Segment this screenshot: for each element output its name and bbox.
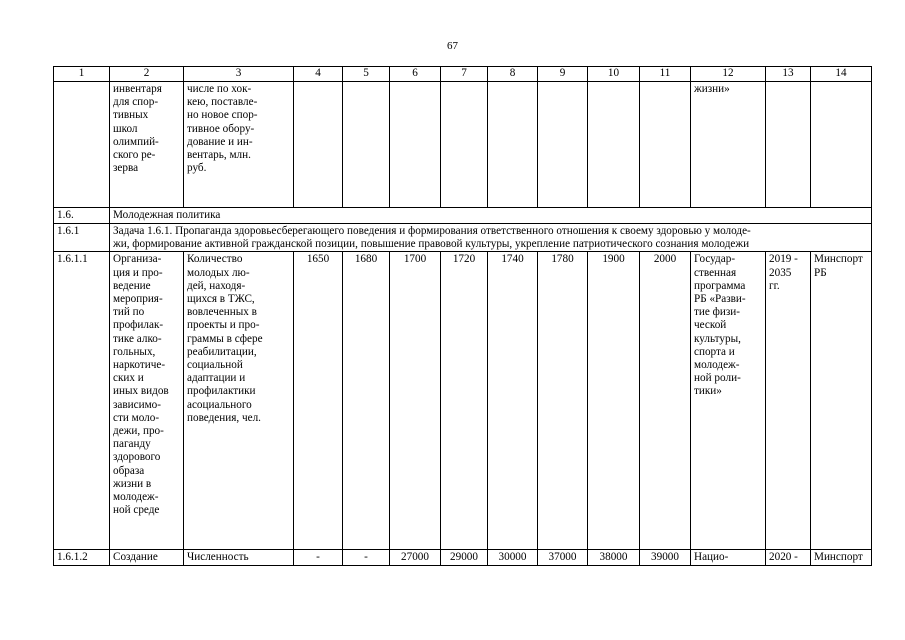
table-cell	[441, 82, 488, 208]
text-line: РБ «Разви-	[694, 293, 746, 306]
header-cell: 3	[184, 67, 294, 82]
text-line: ной среде	[113, 504, 160, 517]
header-cell: 8	[488, 67, 538, 82]
task-row	[54, 224, 872, 252]
text-line: проекты и про-	[187, 319, 260, 332]
table-cell	[488, 82, 538, 208]
header-cell: 11	[640, 67, 691, 82]
text-line: ной poли-	[694, 372, 741, 385]
text-line: 2020 -	[769, 551, 798, 564]
header-cell: 14	[811, 67, 872, 82]
header-cell: 6	[390, 67, 441, 82]
text-line: иных видов	[113, 385, 169, 398]
text-line: поведения, чел.	[187, 411, 261, 424]
header-cell: 13	[766, 67, 811, 82]
text-line: тике алко-	[113, 332, 162, 345]
table-cell	[538, 82, 588, 208]
value-cell: 1720	[441, 252, 488, 550]
program-cell	[691, 550, 766, 565]
text-line: сти моло-	[113, 411, 160, 424]
value-cell: -	[294, 550, 343, 565]
table-cell	[343, 82, 390, 208]
text-line: Минспорт	[814, 551, 863, 564]
task-text	[110, 224, 872, 252]
table-cell	[588, 82, 640, 208]
value-cell: 1740	[488, 252, 538, 550]
value-cell: 1900	[588, 252, 640, 550]
text-line: молодеж-	[694, 359, 740, 372]
continuation-row	[54, 82, 872, 208]
header-cell: 7	[441, 67, 488, 82]
text-line: вентарь, млн.	[187, 149, 251, 162]
indicator-cell	[184, 550, 294, 565]
section-id: 1.6.	[54, 208, 110, 224]
table-cell	[691, 82, 766, 208]
value-cell: 37000	[538, 550, 588, 565]
text-line: жи, формирование активной гражданской позиции, повышение правовой культуры, укрепление патриотического сознания молодежи	[113, 238, 750, 251]
value-cell: 39000	[640, 550, 691, 565]
executor-cell	[811, 252, 872, 550]
text-line: Создание	[113, 551, 158, 564]
text-line: ведение	[113, 279, 151, 292]
text-line: Государ-	[694, 253, 736, 266]
text-line: вовлеченных в	[187, 306, 257, 319]
table-cell	[640, 82, 691, 208]
text-line: РБ	[814, 266, 827, 279]
executor-cell	[811, 550, 872, 565]
section-title: Молодежная политика	[110, 208, 872, 224]
table-cell	[766, 82, 811, 208]
text-line: асоциального	[187, 398, 252, 411]
header-cell: 10	[588, 67, 640, 82]
text-line: социальной	[187, 359, 243, 372]
text-line: жизни»	[694, 83, 730, 95]
text-line: молодеж-	[113, 491, 159, 504]
text-line: адаптации и	[187, 372, 246, 385]
text-line: тие физи-	[694, 306, 741, 319]
text-line: программа	[694, 279, 746, 292]
text-line: тики»	[694, 385, 722, 398]
text-line: спорта и	[694, 345, 735, 358]
text-line: зерва	[113, 162, 139, 175]
text-line: но новое спор-	[187, 109, 258, 122]
header-cell: 2	[110, 67, 184, 82]
event-cell	[110, 550, 184, 565]
text-line: здорового	[113, 451, 161, 464]
value-cell: 2000	[640, 252, 691, 550]
header-cell: 1	[54, 67, 110, 82]
table-row	[54, 252, 872, 550]
text-line: гг.	[769, 279, 780, 292]
text-line: ческой	[694, 319, 727, 332]
text-line: дежи, про-	[113, 425, 164, 438]
table-cell	[811, 82, 872, 208]
header-cell: 5	[343, 67, 390, 82]
text-line: Задача 1.6.1. Пропаганда здоровьесберегающего поведения и формирования ответственного отношения к своему здоровью у молоде-	[113, 225, 751, 237]
header-row	[54, 67, 872, 82]
page-number: 67	[447, 40, 458, 52]
text-line: профилактики	[187, 385, 256, 398]
text-line: школ	[113, 122, 138, 135]
text-line: Организа-	[113, 253, 162, 266]
header-cell: 9	[538, 67, 588, 82]
value-cell: 1700	[390, 252, 441, 550]
text-line: олимпий-	[113, 135, 159, 148]
period-cell	[766, 550, 811, 565]
text-line: молодых лю-	[187, 266, 250, 279]
text-line: жизни в	[113, 477, 152, 490]
text-line: Нацио-	[694, 551, 729, 564]
text-line: культуры,	[694, 332, 741, 345]
text-line: ского ре-	[113, 149, 156, 162]
text-line: тивных	[113, 109, 149, 122]
text-line: гольных,	[113, 345, 156, 358]
value-cell: 1780	[538, 252, 588, 550]
table-cell	[294, 82, 343, 208]
text-line: паганду	[113, 438, 151, 451]
text-line: числе по хок-	[187, 83, 252, 95]
row-id: 1.6.1.2	[54, 550, 110, 565]
text-line: Количество	[187, 253, 243, 266]
table-cell	[390, 82, 441, 208]
value-cell: 1680	[343, 252, 390, 550]
text-line: тий по	[113, 306, 145, 319]
value-cell: 29000	[441, 550, 488, 565]
period-cell	[766, 252, 811, 550]
header-cell: 12	[691, 67, 766, 82]
program-cell	[691, 252, 766, 550]
document-table	[53, 66, 872, 566]
table-cell	[54, 82, 110, 208]
text-line: инвентаря	[113, 83, 162, 95]
row-id: 1.6.1.1	[54, 252, 110, 550]
text-line: руб.	[187, 162, 207, 175]
text-line: ция и про-	[113, 266, 163, 279]
text-line: Численность	[187, 551, 249, 564]
table-cell	[184, 82, 294, 208]
text-line: реабилитации,	[187, 345, 257, 358]
text-line: Минспорт	[814, 253, 863, 266]
text-line: зависимо-	[113, 398, 162, 411]
text-line: для спор-	[113, 96, 159, 109]
value-cell: -	[343, 550, 390, 565]
text-line: мероприя-	[113, 293, 163, 306]
value-cell: 30000	[488, 550, 538, 565]
text-line: тивное обору-	[187, 122, 255, 135]
text-line: профилак-	[113, 319, 164, 332]
header-cell: 4	[294, 67, 343, 82]
text-line: ственная	[694, 266, 737, 279]
table-cell	[110, 82, 184, 208]
text-line: 2035	[769, 266, 792, 279]
text-line: кею, поставле-	[187, 96, 258, 109]
value-cell: 1650	[294, 252, 343, 550]
table-row	[54, 550, 872, 565]
section-row	[54, 208, 872, 224]
text-line: щихся в ТЖС,	[187, 293, 255, 306]
indicator-cell	[184, 252, 294, 550]
text-line: дование и ин-	[187, 135, 253, 148]
text-line: граммы в сфере	[187, 332, 263, 345]
event-cell	[110, 252, 184, 550]
value-cell: 38000	[588, 550, 640, 565]
text-line: дей, находя-	[187, 279, 246, 292]
text-line: наркотиче-	[113, 359, 166, 372]
task-id: 1.6.1	[54, 224, 110, 252]
value-cell: 27000	[390, 550, 441, 565]
text-line: образа	[113, 464, 145, 477]
text-line: ских и	[113, 372, 144, 385]
text-line: 2019 -	[769, 253, 798, 266]
